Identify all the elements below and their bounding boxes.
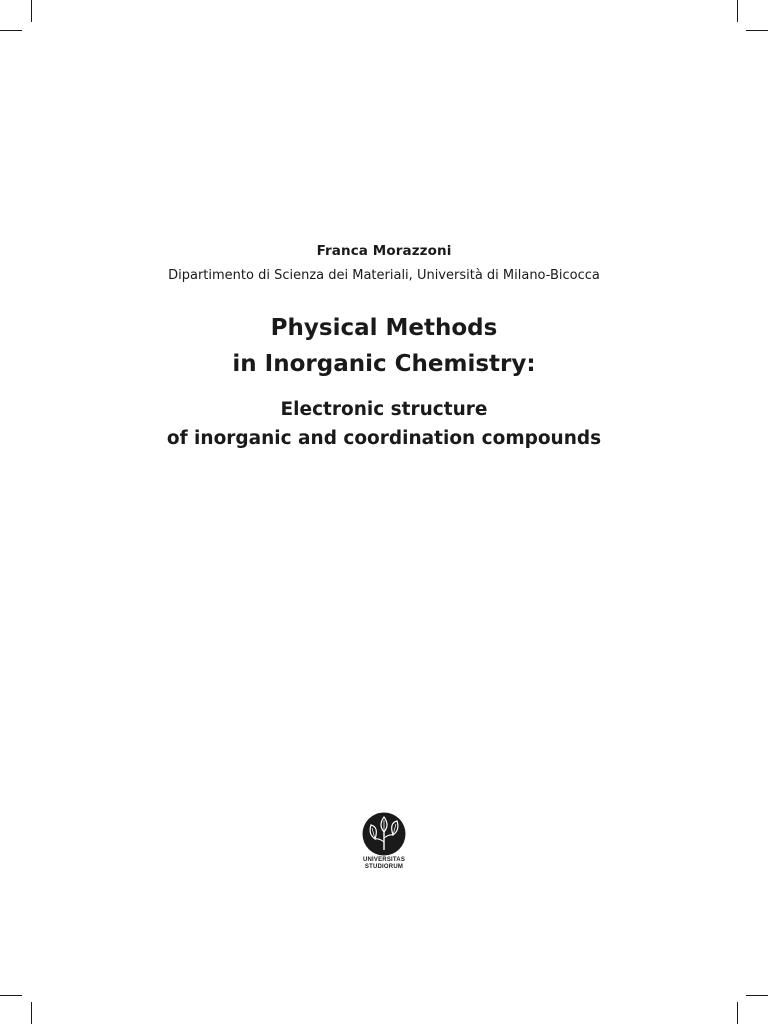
crop-mark-top-left-horizontal: [0, 30, 22, 31]
crop-mark-top-left-vertical: [31, 0, 32, 22]
publisher-logo-text: [334, 857, 434, 871]
book-title: [0, 310, 768, 382]
crop-mark-bottom-left-horizontal: [0, 995, 22, 996]
author-affiliation: Dipartimento di Scienza dei Materiali, Università di Milano-Bicocca: [168, 268, 600, 283]
crop-mark-bottom-left-vertical: [31, 1002, 32, 1024]
crop-mark-top-right-horizontal: [746, 30, 768, 31]
book-title-line-2: in Inorganic Chemistry:: [232, 351, 536, 377]
book-subtitle-line-1: Electronic structure: [280, 399, 488, 420]
crop-mark-bottom-right-vertical: [737, 1002, 738, 1024]
author-name: Franca Morazzoni: [316, 243, 452, 259]
book-subtitle-line-2: of inorganic and coordination compounds: [166, 428, 602, 449]
book-subtitle: [0, 395, 768, 453]
crop-mark-top-right-vertical: [737, 0, 738, 22]
publisher-logo-line-1: UNIVERSITAS: [362, 857, 406, 863]
leaf-seal-icon: [362, 812, 406, 856]
book-title-line-1: Physical Methods: [270, 315, 498, 341]
publisher-logo-line-2: STUDIORUM: [364, 864, 404, 870]
crop-mark-bottom-right-horizontal: [746, 995, 768, 996]
